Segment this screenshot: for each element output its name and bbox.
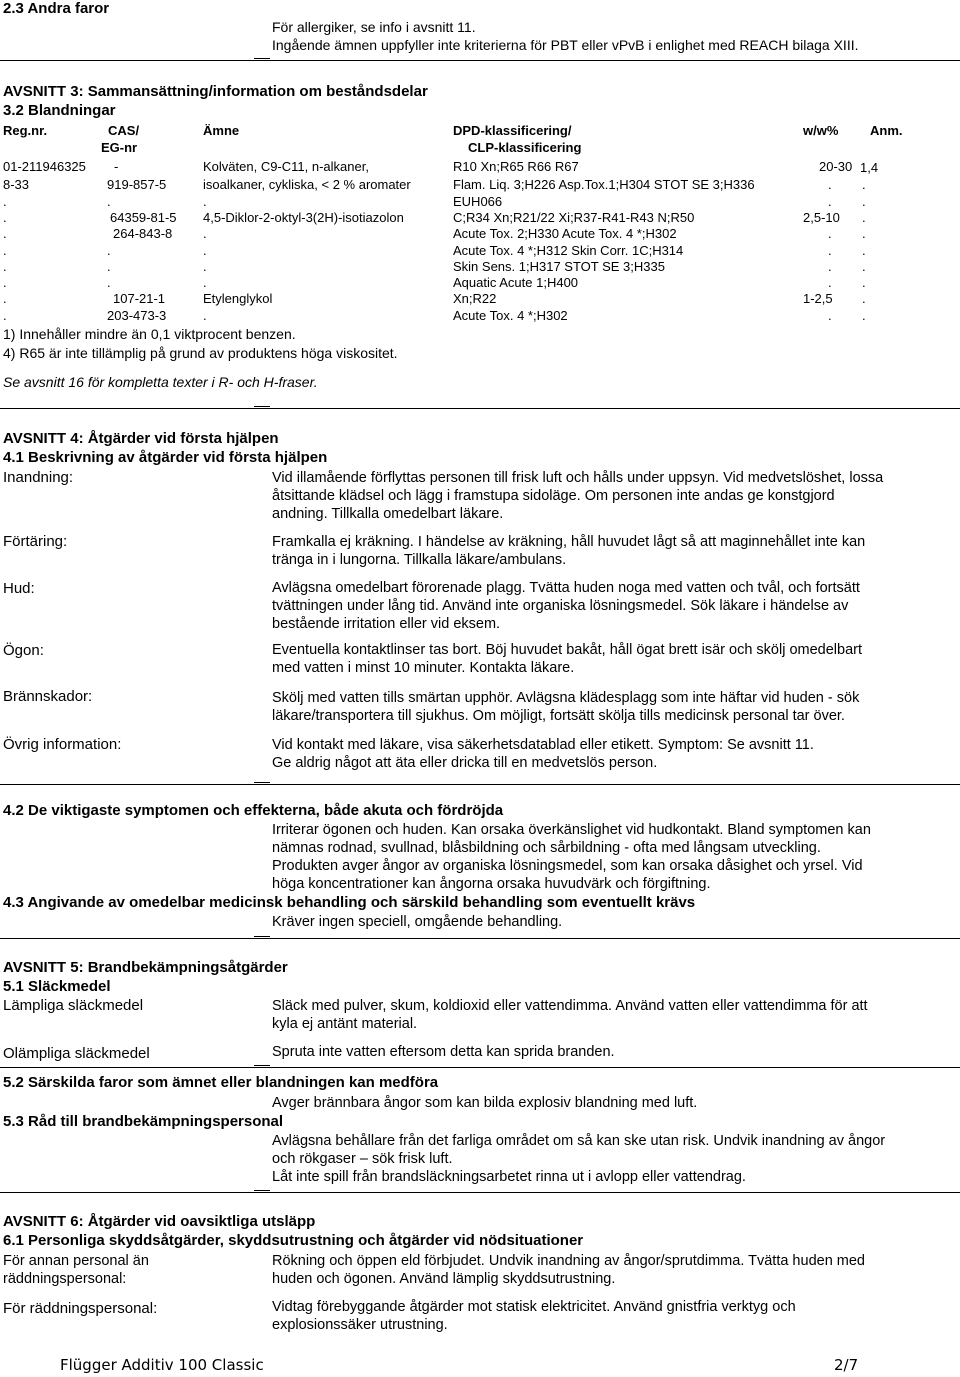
col-header-clp: CLP-klassificering xyxy=(468,140,582,155)
footnote-4: 4) R65 är inte tillämplig på grund av produktens höga viskositet. xyxy=(3,345,398,361)
col-header-ww: w/w% xyxy=(803,123,839,138)
table-cell: Acute Tox. 4 *;H312 Skin Corr. 1C;H314 xyxy=(453,243,684,258)
footnote-1: 1) Innehåller mindre än 0,1 viktprocent benzen. xyxy=(3,326,296,342)
table-cell: . xyxy=(203,275,207,290)
text-special-hazards: Avger brännbara ångor som kan bilda explosiv blandning med luft. xyxy=(272,1095,698,1111)
table-cell: Acute Tox. 4 *;H302 xyxy=(453,308,568,323)
table-cell: 2,5-10 xyxy=(803,210,840,225)
section-4-1-heading: 4.1 Beskrivning av åtgärder vid första hjälpen xyxy=(3,449,328,466)
table-cell: . xyxy=(203,308,207,323)
footer-product-name: Flügger Additiv 100 Classic xyxy=(60,1356,264,1374)
col-header-cas: CAS/ xyxy=(108,123,140,138)
divider xyxy=(0,408,960,409)
section-3-2-heading: 3.2 Blandningar xyxy=(3,102,116,119)
table-cell: . xyxy=(828,177,832,192)
text-rescue-personnel: Vidtag förebyggande åtgärder mot statisk elektricitet. Använd gnistfria verktyg och explosionssäker utrustning. xyxy=(272,1299,796,1333)
text-symptoms: Irriterar ögonen och huden. Kan orsaka överkänslighet vid hudkontakt. Bland symptomen kan nämnas rodnad, svullnad, blåsbildning och sårbildning - ofta med långsam utveckling. Produkten avger ångor av organiska lösningsmedel, som kan orsaka dåsighet och yrsel. Vid höga koncentrationer kan ångorna orsaka huvudvärk och förgiftning. xyxy=(272,822,871,892)
table-cell: . xyxy=(203,259,207,274)
label-lampliga-slackmedel: Lämpliga släckmedel xyxy=(3,997,144,1014)
table-cell: 4,5-Diklor-2-oktyl-3(2H)-isotiazolon xyxy=(203,210,404,225)
section-4-heading: AVSNITT 4: Åtgärder vid första hjälpen xyxy=(3,430,279,447)
table-cell: 203-473-3 xyxy=(107,308,167,323)
divider-mark xyxy=(254,782,270,783)
section-5-3-heading: 5.3 Råd till brandbekämpningspersonal xyxy=(3,1113,284,1130)
label-ogon: Ögon: xyxy=(3,642,44,659)
divider xyxy=(0,1067,960,1068)
table-cell: . xyxy=(828,226,832,241)
table-cell: . xyxy=(3,226,7,241)
table-cell: 64359-81-5 xyxy=(110,210,177,225)
table-cell: . xyxy=(862,226,866,241)
section-3-heading: AVSNITT 3: Sammansättning/information om beståndsdelar xyxy=(3,83,428,100)
col-header-anm: Anm. xyxy=(870,123,903,138)
table-cell: . xyxy=(203,243,207,258)
table-cell: . xyxy=(828,259,832,274)
table-cell: . xyxy=(3,210,7,225)
table-cell: . xyxy=(203,226,207,241)
label-inandning: Inandning: xyxy=(3,469,74,486)
allergy-info-text: För allergiker, se info i avsnitt 11. xyxy=(272,19,476,35)
text-ogon: Eventuella kontaktlinser tas bort. Böj huvudet bakåt, håll ögat brett isär och skölj omedelbart med vatten i minst 10 minuter. Kontakta läkare. xyxy=(272,642,862,676)
table-cell: 264-843-8 xyxy=(113,226,173,241)
table-cell: . xyxy=(203,194,207,209)
col-header-amne: Ämne xyxy=(203,123,240,138)
section-6-heading: AVSNITT 6: Åtgärder vid oavsiktliga utsläpp xyxy=(3,1213,316,1230)
table-cell: 20-30 xyxy=(819,159,853,174)
text-olampliga-slackmedel: Spruta inte vatten eftersom detta kan sprida branden. xyxy=(272,1044,615,1060)
table-cell: . xyxy=(3,194,7,209)
divider xyxy=(0,938,960,939)
label-other-personnel: För annan personal än räddningspersonal: xyxy=(3,1253,149,1287)
table-cell: 1-2,5 xyxy=(803,291,833,306)
table-cell: Etylenglykol xyxy=(203,291,273,306)
table-cell: R10 Xn;R65 R66 R67 xyxy=(453,159,579,174)
divider-mark xyxy=(254,1065,270,1066)
section-5-2-heading: 5.2 Särskilda faror som ämnet eller blandningen kan medföra xyxy=(3,1074,439,1091)
text-inandning: Vid illamående förflyttas personen till frisk luft och hålls under uppsyn. Vid medvetslöshet, lossa åtsittande klädsel och lägg i framstupa sidoläge. Om personen inte andas ge konstgjord andning. Tillkalla omedelbart läkare. xyxy=(272,470,884,522)
table-cell: . xyxy=(107,243,111,258)
table-cell: EUH066 xyxy=(453,194,503,209)
table-cell: . xyxy=(828,275,832,290)
text-firefighter-advice: Avlägsna behållare från det farliga området om så kan ske utan risk. Undvik inandning av ångor och rökgaser – sök frisk luft. Låt inte spill från brandsläckningsarbetet rinna ut i avlopp eller vattendrag. xyxy=(272,1133,886,1185)
table-cell: . xyxy=(828,308,832,323)
col-header-regnr: Reg.nr. xyxy=(3,123,48,138)
table-cell: . xyxy=(862,308,866,323)
table-cell: - xyxy=(114,159,119,174)
table-cell: . xyxy=(862,291,866,306)
table-cell: . xyxy=(3,243,7,258)
table-cell: . xyxy=(862,275,866,290)
section-4-3-heading: 4.3 Angivande av omedelbar medicinsk behandling och särskild behandling som eventuellt krävs xyxy=(3,894,696,911)
divider xyxy=(0,784,960,785)
table-cell: 01-211946325 xyxy=(3,159,86,174)
table-cell: 8-33 xyxy=(3,177,30,192)
table-cell: . xyxy=(862,177,866,192)
footer-page-number: 2/7 xyxy=(834,1356,859,1374)
text-brannskador: Skölj med vatten tills smärtan upphör. Avlägsna klädesplagg som inte häftar vid huden - sök läkare/transportera till sjukhus. Om möjligt, fortsätt skölja tills medicinsk personal tar över. xyxy=(272,690,860,724)
divider-mark xyxy=(254,58,270,59)
table-cell: . xyxy=(862,259,866,274)
table-cell: . xyxy=(3,308,7,323)
label-brannskador: Brännskador: xyxy=(3,688,93,705)
table-cell: Skin Sens. 1;H317 STOT SE 3;H335 xyxy=(453,259,665,274)
table-cell: . xyxy=(107,194,111,209)
table-cell: . xyxy=(3,291,7,306)
divider-mark xyxy=(254,936,270,937)
table-cell: . xyxy=(862,194,866,209)
pbt-info-text: Ingående ämnen uppfyller inte kriterierna för PBT eller vPvB i enlighet med REACH bilaga XIII. xyxy=(272,37,859,53)
label-ovrig-information: Övrig information: xyxy=(3,736,122,753)
table-cell: . xyxy=(3,259,7,274)
table-cell: . xyxy=(828,194,832,209)
label-rescue-personnel: För räddningspersonal: xyxy=(3,1300,158,1317)
table-cell: Acute Tox. 2;H330 Acute Tox. 4 *;H302 xyxy=(453,226,677,241)
table-cell: 1,4 xyxy=(860,160,879,175)
table-cell: 107-21-1 xyxy=(113,291,166,306)
section-5-heading: AVSNITT 5: Brandbekämpningsåtgärder xyxy=(3,959,288,976)
table-cell: . xyxy=(107,275,111,290)
divider xyxy=(0,1192,960,1193)
text-hud: Avlägsna omedelbart förorenade plagg. Tvätta huden noga med vatten och tvål, och fortsätt tvättningen under lång tid. Använd inte organiska lösningsmedel. Sök läkare i händelse av bestående irritation eller vid eksem. xyxy=(272,580,860,632)
table-cell: . xyxy=(828,243,832,258)
divider-mark xyxy=(254,1190,270,1191)
col-header-egnr: EG-nr xyxy=(101,140,138,155)
divider xyxy=(0,60,960,61)
text-lampliga-slackmedel: Släck med pulver, skum, koldioxid eller vattendimma. Använd vatten eller vattendimma för att kyla ej antänt material. xyxy=(272,998,868,1032)
text-fortaring: Framkalla ej kräkning. I händelse av kräkning, håll huvudet lågt så att maginnehållet inte kan tränga in i lungorna. Tillkalla läkare/ambulans. xyxy=(272,534,866,568)
table-cell: . xyxy=(862,210,866,225)
table-cell: Xn;R22 xyxy=(453,291,497,306)
label-olampliga-slackmedel: Olämpliga släckmedel xyxy=(3,1045,150,1062)
table-cell: isoalkaner, cykliska, < 2 % aromater xyxy=(203,177,411,192)
table-cell: Kolväten, C9-C11, n-alkaner, xyxy=(203,159,369,174)
divider-mark xyxy=(254,406,270,407)
table-cell: . xyxy=(107,259,111,274)
section-5-1-heading: 5.1 Släckmedel xyxy=(3,978,111,995)
text-treatment: Kräver ingen speciell, omgående behandling. xyxy=(272,914,563,930)
col-header-dpd: DPD-klassificering/ xyxy=(453,123,572,138)
text-other-personnel: Rökning och öppen eld förbjudet. Undvik inandning av ångor/sprutdimma. Tvätta huden med huden och ögonen. Använd lämplig skyddsutrustning. xyxy=(272,1253,865,1287)
table-cell: 919-857-5 xyxy=(107,177,167,192)
table-cell: . xyxy=(862,243,866,258)
text-ovrig-information: Vid kontakt med läkare, visa säkerhetsdatablad eller etikett. Symptom: Se avsnitt 11. Ge aldrig något att äta eller dricka till en medvetslös person. xyxy=(272,737,814,771)
section-4-2-heading: 4.2 De viktigaste symptomen och effekterna, både akuta och fördröjda xyxy=(3,802,504,819)
section-2-3-heading: 2.3 Andra faror xyxy=(3,0,110,17)
label-fortaring: Förtäring: xyxy=(3,533,68,550)
table-cell: C;R34 Xn;R21/22 Xi;R37-R41-R43 N;R50 xyxy=(453,210,695,225)
section-6-1-heading: 6.1 Personliga skyddsåtgärder, skyddsutrustning och åtgärder vid nödsituationer xyxy=(3,1232,584,1249)
table-cell: Aquatic Acute 1;H400 xyxy=(453,275,579,290)
table-cell: . xyxy=(3,275,7,290)
table-cell: Flam. Liq. 3;H226 Asp.Tox.1;H304 STOT SE 3;H336 xyxy=(453,177,755,192)
label-hud: Hud: xyxy=(3,580,35,597)
see-section-16-note: Se avsnitt 16 för kompletta texter i R- och H-fraser. xyxy=(3,374,318,390)
